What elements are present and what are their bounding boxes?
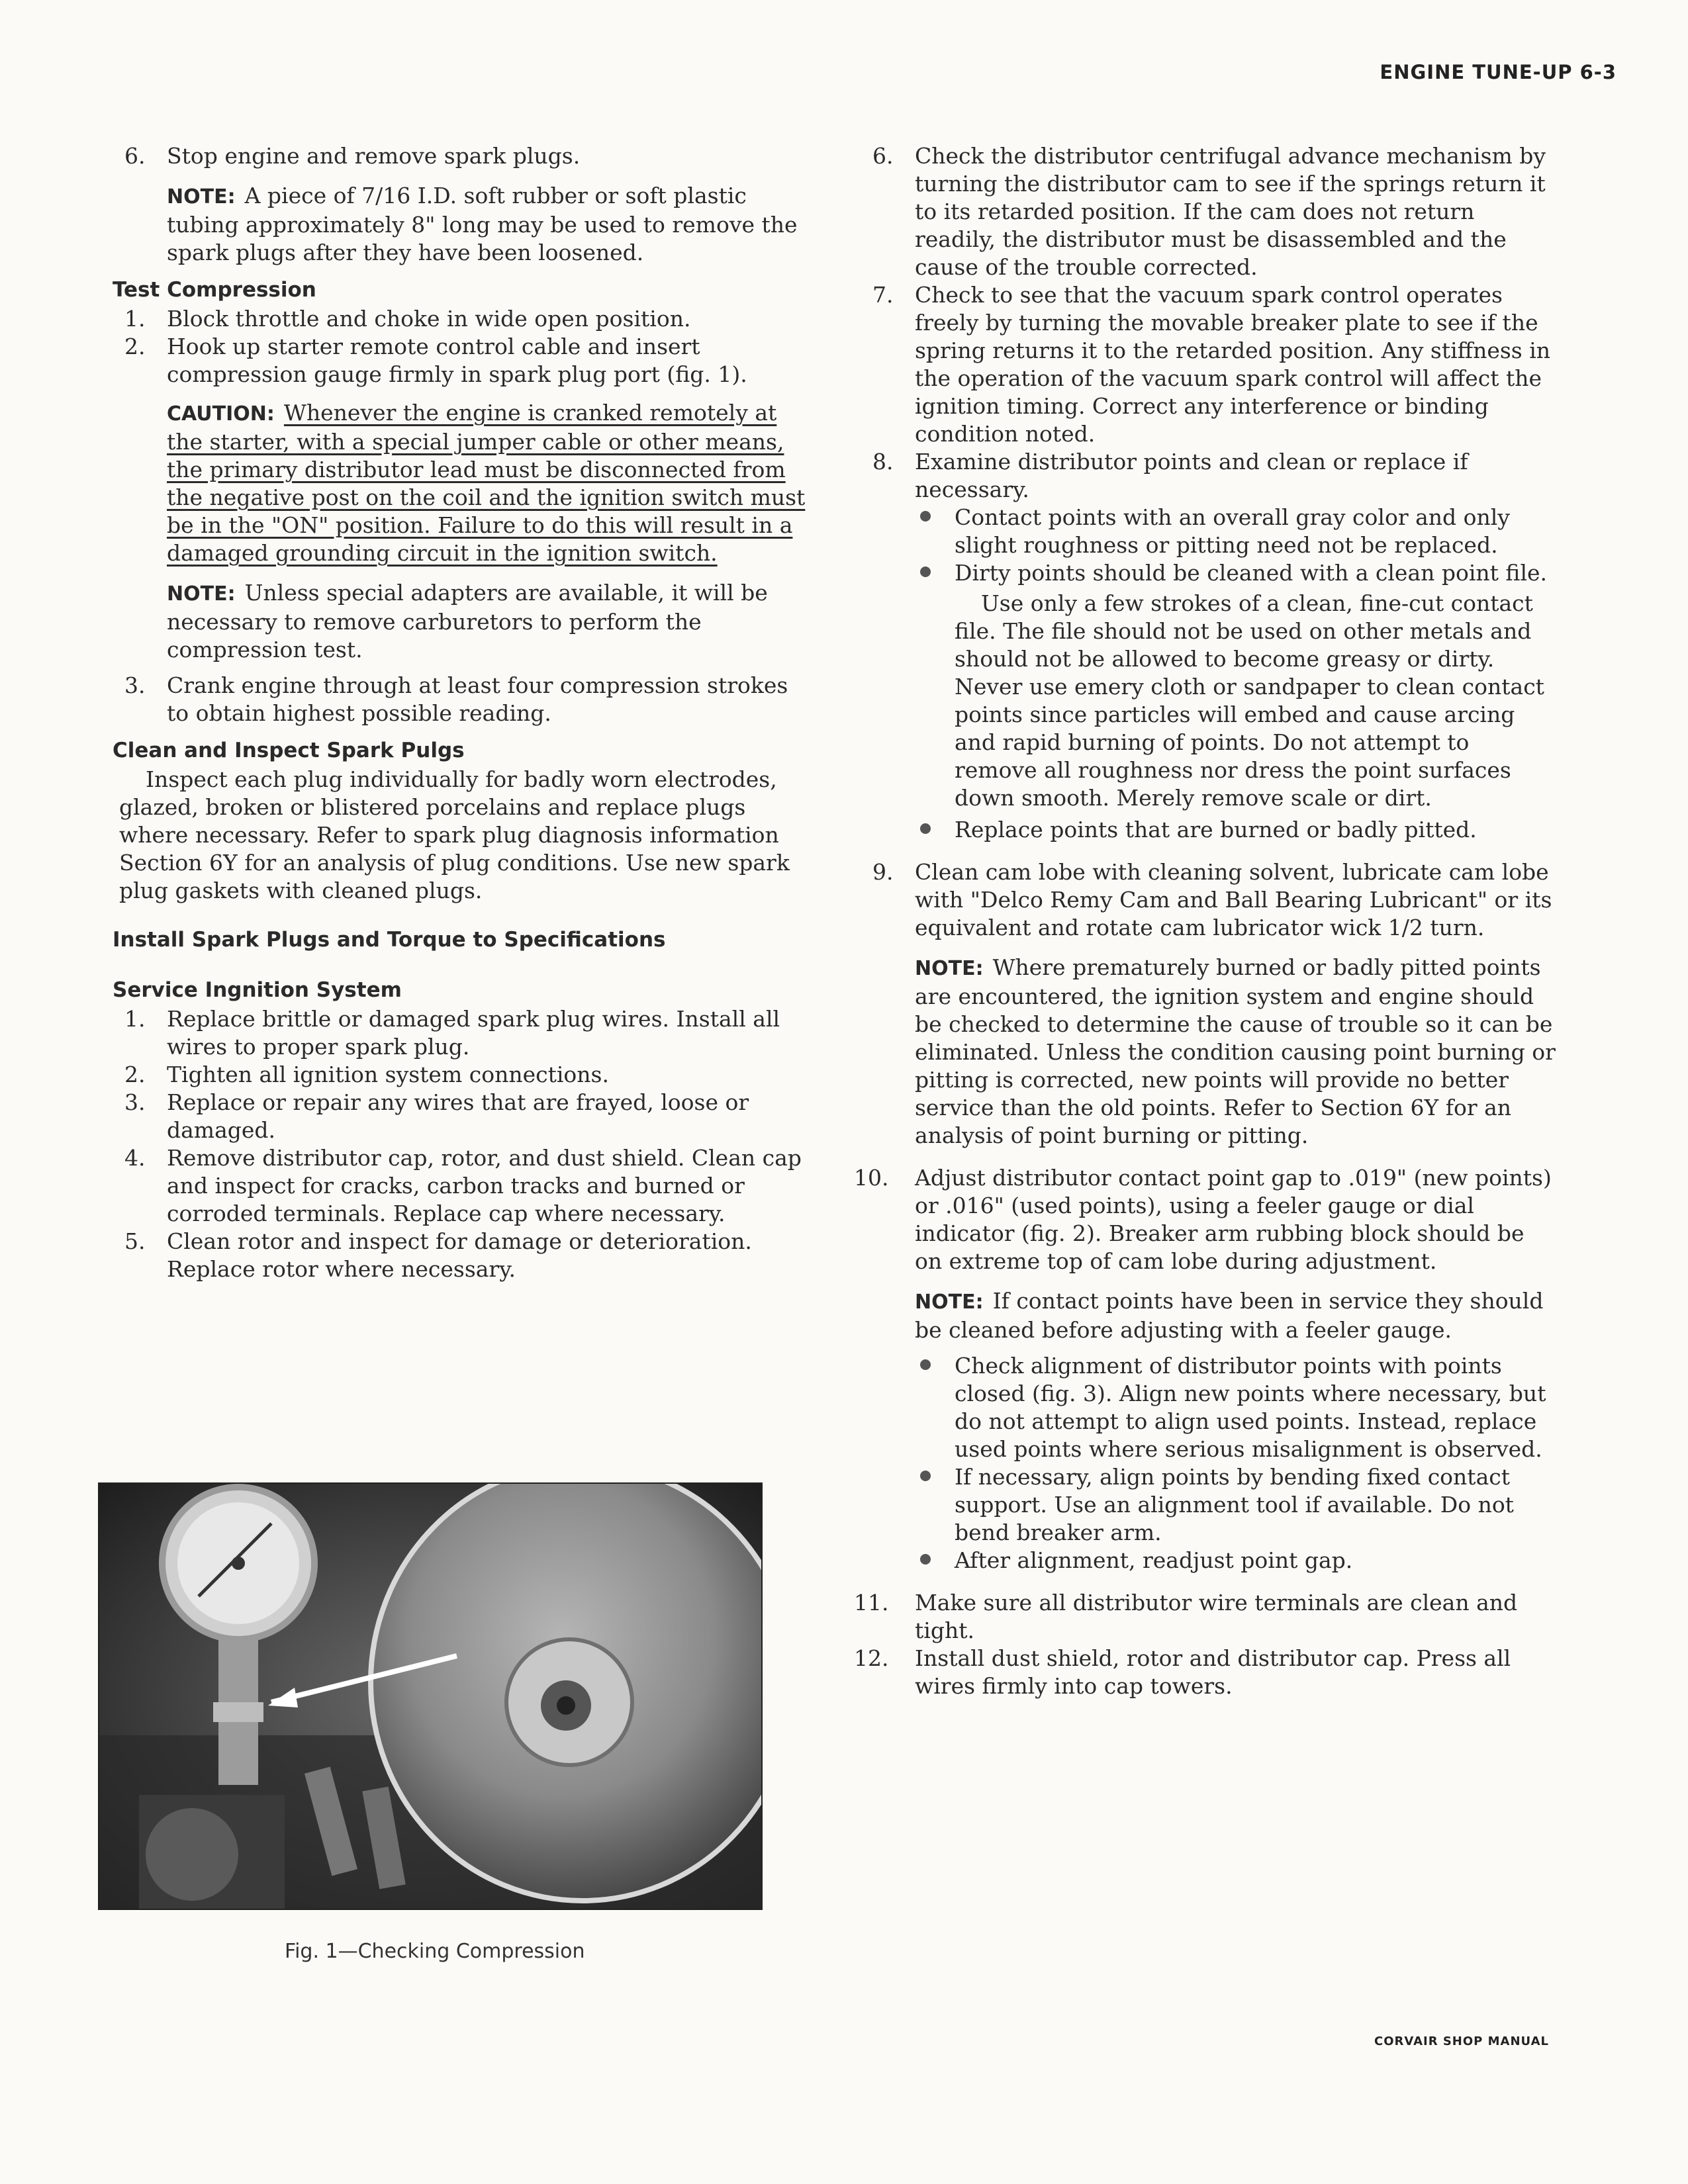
step-6-left	[106, 142, 808, 170]
service-step-5	[106, 1228, 808, 1283]
note-pitted-points	[915, 954, 1556, 1150]
page-header: ENGINE TUNE-UP 6-3	[1380, 61, 1617, 83]
service-step-3	[106, 1089, 808, 1144]
bullet-check-alignment	[915, 1352, 1556, 1463]
figure-caption: Fig. 1—Checking Compression	[285, 1940, 585, 1963]
service-step-2	[106, 1061, 808, 1089]
note-text: If contact points have been in service they should be cleaned before adjusting with a feeler gauge.	[915, 1288, 1544, 1343]
heading-test-compression: Test Compression	[113, 278, 316, 302]
caution-label: CAUTION:	[167, 402, 275, 426]
heading-clean-inspect: Clean and Inspect Spark Pulgs	[113, 739, 465, 762]
bullet-readjust-gap	[915, 1547, 1556, 1574]
heading-service-ignition: Service Ingnition System	[113, 978, 402, 1002]
step-number: 2.	[124, 334, 146, 359]
bullet-icon	[920, 511, 931, 522]
test-step-2	[106, 333, 808, 388]
step-text: Clean cam lobe with cleaning solvent, lubricate cam lobe with "Delco Remy Cam and Ball Bearing Lubricant" or its equivalent and rotate cam lubricator wick 1/2 turn.	[915, 859, 1552, 940]
note-label: NOTE:	[167, 582, 236, 606]
step-text: Make sure all distributor wire terminals are clean and tight.	[915, 1590, 1518, 1643]
step-text: Replace or repair any wires that are frayed, loose or damaged.	[167, 1089, 749, 1143]
bullet-icon	[920, 1471, 931, 1481]
note-adapters	[167, 579, 808, 664]
step-text: Crank engine through at least four compression strokes to obtain highest possible reading.	[167, 672, 788, 726]
service-step-1	[106, 1005, 808, 1061]
bullet-icon	[920, 1554, 931, 1565]
step-text: Adjust distributor contact point gap to .019" (new points) or .016" (used points), using a feeler gauge or dial indicator (fig. 2). Breaker arm rubbing block should be on extreme top of cam lobe during adjustment.	[915, 1165, 1552, 1274]
step-text: Stop engine and remove spark plugs.	[167, 143, 581, 169]
note-clean-before	[915, 1287, 1556, 1344]
bullet-dirty-points	[915, 559, 1556, 587]
step-11	[854, 1589, 1556, 1645]
note-text: A piece of 7/16 I.D. soft rubber or soft plastic tubing approximately 8" long may be used to remove the spark plugs after they have been loosened.	[167, 183, 798, 265]
page-footer: CORVAIR SHOP MANUAL	[1374, 2034, 1549, 2048]
step-number: 9.	[872, 859, 894, 885]
bullet-text: If necessary, align points by bending fixed contact support. Use an alignment tool if available. Do not bend breaker arm.	[955, 1464, 1514, 1545]
step-number: 1.	[124, 1006, 146, 1032]
heading-install-plugs: Install Spark Plugs and Torque to Specifications	[113, 928, 666, 952]
caution-block	[167, 399, 808, 567]
step-8	[854, 448, 1556, 504]
step-9	[854, 858, 1556, 942]
step-text: Check to see that the vacuum spark control operates freely by turning the movable breaker plate to see if the spring returns it to the retarded position. Any stiffness in the operation of the vacuum spark control will affect the ignition timing. Correct any interference or binding condition noted.	[915, 282, 1551, 447]
bullet-gray-points	[915, 504, 1556, 559]
bullet-text: Contact points with an overall gray color and only slight roughness or pitting need not be replaced.	[955, 504, 1510, 558]
step-6-right	[854, 142, 1556, 281]
caution-text: Whenever the engine is cranked remotely at the starter, with a special jumper cable or other means, the primary distributor lead must be disconnected from the negative post on the coil and the ignition switch must be in the "ON" position. Failure to do this will result in a damaged grounding circuit in the ignition switch.	[167, 400, 806, 566]
step-text: Hook up starter remote control cable and insert compression gauge firmly in spark plug port (fig. 1).	[167, 334, 747, 387]
bullet-text: Dirty points should be cleaned with a clean point file.	[955, 560, 1548, 586]
step-number: 8.	[872, 449, 894, 475]
service-step-4	[106, 1144, 808, 1228]
step-text: Replace brittle or damaged spark plug wires. Install all wires to proper spark plug.	[167, 1006, 780, 1060]
step-number: 10.	[854, 1165, 889, 1191]
clean-paragraph: Inspect each plug individually for badly worn electrodes, glazed, broken or blistered porcelains and replace plugs where necessary. Refer to spark plug diagnosis information Section 6Y for an analysis of plug conditions. Use new spark plug gaskets with cleaned plugs.	[119, 766, 790, 903]
bullet-bend-support	[915, 1463, 1556, 1547]
test-step-1	[106, 305, 808, 333]
photo-illustration	[99, 1484, 761, 1909]
note-label: NOTE:	[915, 1291, 984, 1314]
step-number: 11.	[854, 1590, 889, 1615]
right-column	[854, 142, 1556, 1700]
step-10	[854, 1164, 1556, 1275]
note-text: Where prematurely burned or badly pitted points are encountered, the ignition system and engine should be checked to determine the cause of trouble so it can be eliminated. Unless the condition causing point burning or pitting is corrected, new points will provide no better service than the old points. Refer to Section 6Y for an analysis of point burning or pitting.	[915, 954, 1556, 1148]
step-number: 6.	[872, 143, 894, 169]
bullet-text: Replace points that are burned or badly pitted.	[955, 817, 1477, 842]
step-12	[854, 1645, 1556, 1700]
step-number: 3.	[124, 1089, 146, 1115]
step-text: Remove distributor cap, rotor, and dust shield. Clean cap and inspect for cracks, carbon tracks and burned or corroded terminals. Replace cap where necessary.	[167, 1145, 802, 1226]
step-text: Check the distributor centrifugal advance mechanism by turning the distributor cam to see if the springs return it to its retarded position. If the cam does not return readily, the distributor must be disassembled and the cause of the trouble corrected.	[915, 143, 1546, 280]
step-number: 5.	[124, 1228, 146, 1254]
bullet-replace-points	[915, 816, 1556, 844]
note-tubing	[167, 182, 808, 267]
note-label: NOTE:	[167, 185, 236, 208]
step-number: 2.	[124, 1062, 146, 1087]
file-instructions: Use only a few strokes of a clean, fine-cut contact file. The file should not be used on other metals and should not be allowed to become greasy or dirty. Never use emery cloth or sandpaper to clean contact points since particles will embed and cause arcing and rapid burning of points. Do not attempt to remove all roughness nor dress the point surfaces down smooth. Merely remove scale or dirt.	[955, 590, 1544, 811]
step-number: 12.	[854, 1645, 889, 1671]
bullet-text: Check alignment of distributor points with points closed (fig. 3). Align new points where necessary, but do not attempt to align used points. Instead, replace used points where serious misalignment is observed.	[955, 1353, 1546, 1462]
step-7	[854, 281, 1556, 448]
step-text: Clean rotor and inspect for damage or deterioration. Replace rotor where necessary.	[167, 1228, 752, 1282]
step-number: 6.	[124, 143, 146, 169]
left-column	[106, 142, 808, 1283]
compression-gauge-photo	[98, 1482, 763, 1910]
step-text: Install dust shield, rotor and distributor cap. Press all wires firmly into cap towers.	[915, 1645, 1511, 1699]
step-text: Block throttle and choke in wide open position.	[167, 306, 691, 332]
test-step-3	[106, 672, 808, 727]
note-label: NOTE:	[915, 957, 984, 980]
step-number: 1.	[124, 306, 146, 332]
note-text: Unless special adapters are available, it will be necessary to remove carburetors to perform the compression test.	[167, 580, 768, 662]
bullet-icon	[920, 1359, 931, 1370]
step-number: 7.	[872, 282, 894, 308]
bullet-icon	[920, 823, 931, 834]
step-number: 3.	[124, 672, 146, 698]
step-number: 4.	[124, 1145, 146, 1171]
bullet-icon	[920, 567, 931, 577]
bullet-text: After alignment, readjust point gap.	[955, 1547, 1353, 1573]
step-text: Examine distributor points and clean or replace if necessary.	[915, 449, 1468, 502]
step-text: Tighten all ignition system connections.	[167, 1062, 609, 1087]
